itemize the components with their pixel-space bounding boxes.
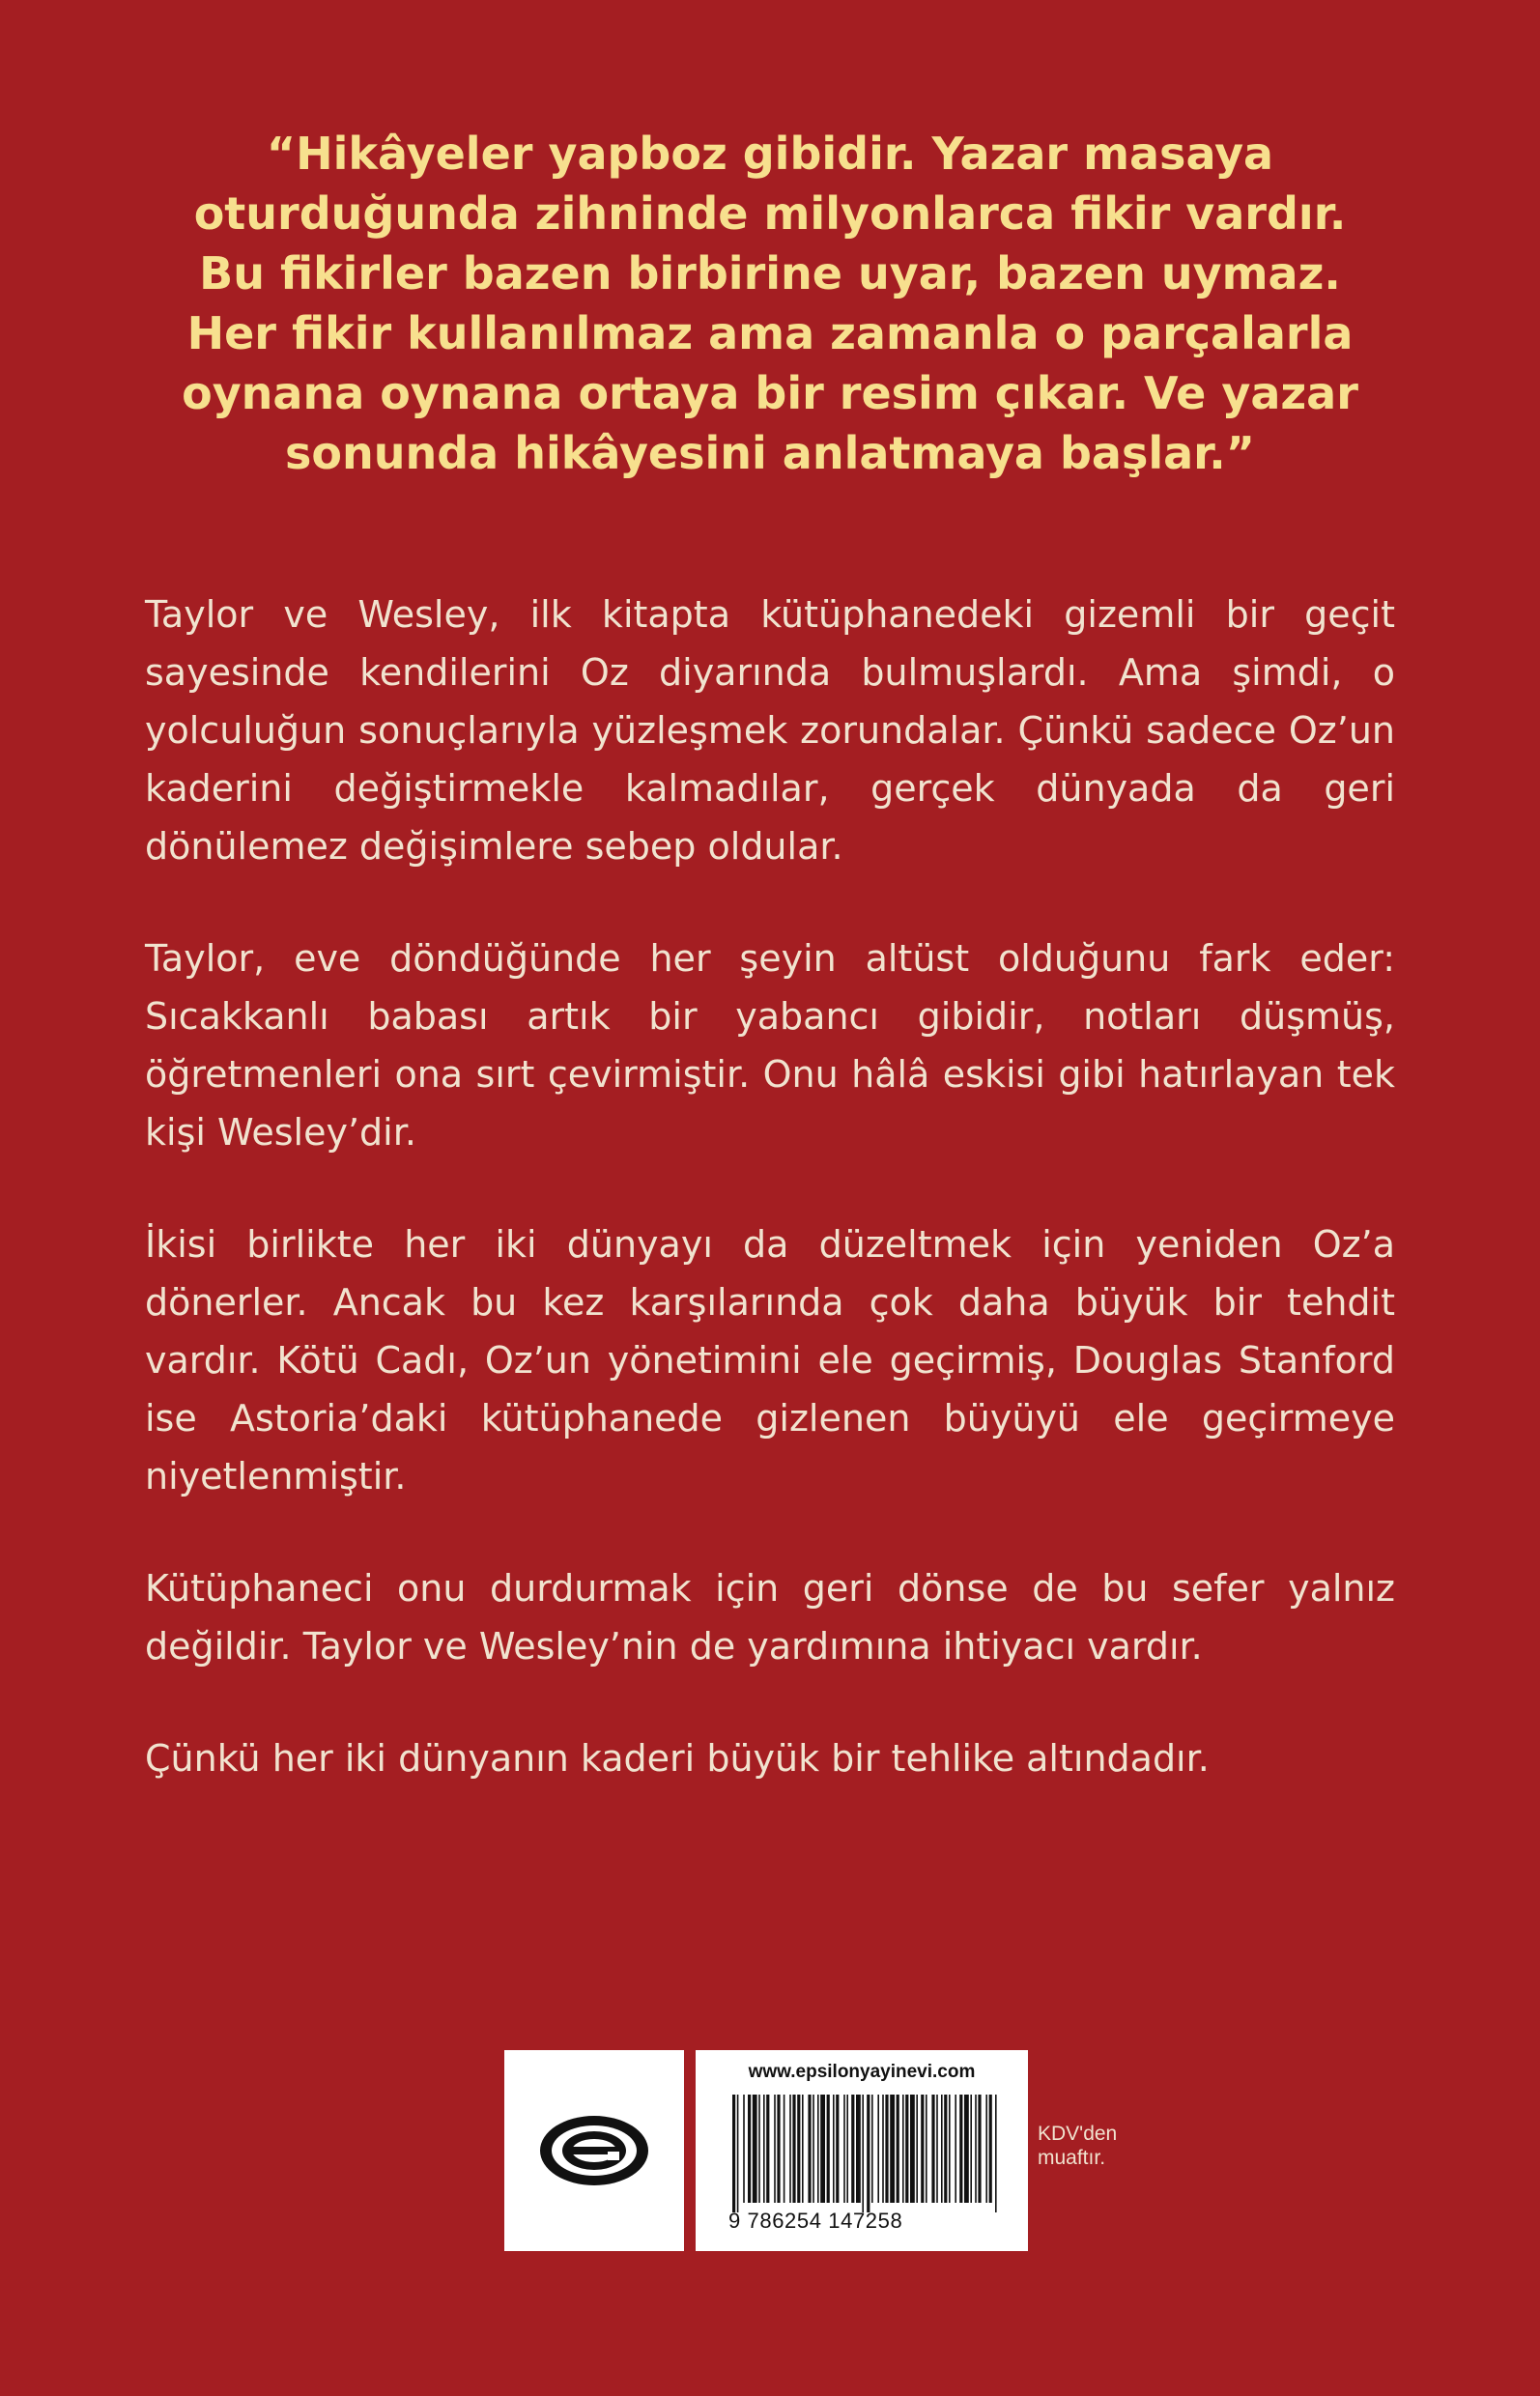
barcode-bar <box>897 2095 899 2203</box>
barcode-bar <box>902 2095 904 2203</box>
barcode-bar <box>989 2095 992 2203</box>
barcode-icon <box>732 2095 999 2212</box>
barcode-bar <box>732 2095 735 2212</box>
isbn-barcode-panel <box>696 2050 1028 2251</box>
barcode-bar <box>820 2095 825 2203</box>
barcode-bar <box>905 2095 908 2203</box>
barcode-bar <box>959 2095 962 2203</box>
vat-exemption-note <box>1038 2122 1117 2170</box>
barcode-bar <box>931 2095 934 2203</box>
blurb-paragraph-3: İkisi birlikte her iki dünyayı da düzeltmek için yeniden Oz’a dönerler. Ancak bu kez karşılarında çok daha büyük bir tehdit vardır. Kötü Cadı, Oz’un yönetimini ele geçirmiş, Douglas Stanford ise Astoria’daki kütüphanede gizlenen büyüyü ele geçirmeye niyetlenmiştir. <box>145 1223 1395 1498</box>
blurb-paragraph-4: Kütüphaneci onu durdurmak için geri dönse de bu sefer yalnız değildir. Taylor ve Wesley’nin de yardımına ihtiyacı vardır. <box>145 1567 1395 1668</box>
barcode-bar <box>975 2095 977 2203</box>
publisher-logo-box <box>504 2050 684 2251</box>
blurb-paragraph-1: Taylor ve Wesley, ilk kitapta kütüphanedeki gizemli bir geçit sayesinde kendilerini Oz diyarında bulmuşlardı. Ama şimdi, o yolculuğun sonuçlarıyla yüzleşmek zorundalar. Çünkü sadece Oz’un kaderini değiştirmekle kalmadılar, gerçek dünyada da geri dönülemez değişimlere sebep oldular. <box>145 593 1395 868</box>
barcode-bar <box>978 2095 981 2203</box>
barcode-bar <box>813 2095 814 2203</box>
blurb <box>145 585 1395 1841</box>
barcode-bar <box>995 2095 997 2212</box>
barcode-bar <box>910 2095 915 2203</box>
publisher-website: www.epsilonyayinevi.com <box>748 2062 976 2082</box>
barcode-bar <box>964 2095 969 2203</box>
barcode-bar <box>871 2095 873 2203</box>
blurb-paragraph-5: Çünkü her iki dünyanın kaderi büyük bir tehlike altındadır. <box>145 1737 1210 1780</box>
barcode-bar <box>921 2095 924 2203</box>
barcode-bar <box>843 2095 845 2203</box>
barcode-bar <box>743 2095 745 2203</box>
barcode-bar <box>856 2095 861 2203</box>
barcode-bar <box>833 2095 835 2203</box>
isbn-number: 9 786254 147258 <box>728 2209 903 2233</box>
barcode-bar <box>955 2095 956 2203</box>
barcode-bar <box>890 2095 895 2203</box>
vat-note-line2: muaftır. <box>1038 2147 1106 2169</box>
barcode-bar <box>753 2095 757 2203</box>
barcode-bar <box>944 2095 947 2203</box>
barcode-bar <box>777 2095 780 2203</box>
blurb-paragraph-2: Taylor, eve döndüğünde her şeyin altüst olduğunu fark eder: Sıcakkanlı babası artık bir yabancı gibidir, notları düşmüş, öğretmenleri ona sırt çevirmiştir. Onu hâlâ eskisi gibi hatırlayan tek kişi Wesley’dir. <box>145 937 1395 1154</box>
barcode-bar <box>916 2095 918 2203</box>
barcode-bar <box>808 2095 811 2203</box>
barcode-bar <box>784 2095 785 2203</box>
vat-note-line1: KDV'den <box>1038 2123 1118 2145</box>
barcode-bar <box>737 2095 739 2212</box>
barcode-bar <box>970 2095 972 2203</box>
barcode-bar <box>827 2095 830 2203</box>
barcode-bar <box>882 2095 884 2203</box>
barcode-bar <box>763 2095 765 2203</box>
barcode-bar <box>862 2095 864 2212</box>
barcode-bar <box>851 2095 854 2203</box>
barcode-bar <box>774 2095 776 2203</box>
barcode-bar <box>985 2095 987 2203</box>
barcode-bar <box>926 2095 927 2203</box>
epsilon-logo-icon <box>536 2112 652 2189</box>
barcode-bar <box>867 2095 870 2212</box>
barcode-bar <box>836 2095 839 2203</box>
barcode-bar <box>936 2095 938 2203</box>
barcode-bar <box>748 2095 751 2203</box>
barcode-bar <box>846 2095 848 2203</box>
barcode-bar <box>877 2095 879 2203</box>
barcode-bar <box>758 2095 760 2203</box>
barcode-bar <box>792 2095 795 2203</box>
barcode-bar <box>766 2095 769 2203</box>
barcode-bar <box>941 2095 943 2203</box>
pull-quote: “Hikâyeler yapboz gibidir. Yazar masaya oturduğunda zihninde milyonlarca fikir vardır. Bu fikirler bazen birbirine uyar, bazen uymaz. Her fikir kullanılmaz ama zamanla o parçalarla oynana oynana ortaya bir resim çıkar. Ve yazar sonunda hikâyesini anlatmaya başlar.” <box>182 128 1358 479</box>
barcode-bar <box>949 2095 951 2203</box>
barcode-bar <box>885 2095 888 2203</box>
barcode-bar <box>802 2095 804 2203</box>
barcode-bar <box>817 2095 819 2203</box>
barcode-bar <box>789 2095 791 2203</box>
barcode-bar <box>797 2095 800 2203</box>
